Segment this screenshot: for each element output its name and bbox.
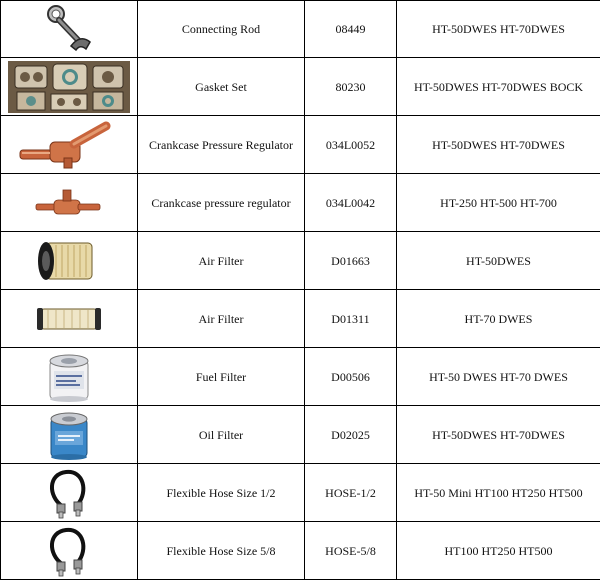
part-image-cell <box>1 1 138 58</box>
part-name: Air Filter <box>138 232 305 290</box>
part-image-cell <box>1 464 138 522</box>
table-row <box>1 116 600 174</box>
part-name: Flexible Hose Size 1/2 <box>138 464 305 522</box>
part-models: HT-70 DWES <box>397 290 600 348</box>
part-models: HT-50DWES <box>397 232 600 290</box>
part-name: Connecting Rod <box>138 1 305 58</box>
part-image-cell <box>1 116 138 174</box>
part-name: Oil Filter <box>138 406 305 464</box>
part-name: Air Filter <box>138 290 305 348</box>
part-code: 034L0052 <box>305 116 397 174</box>
part-models: HT-50DWES HT-70DWES <box>397 406 600 464</box>
oil-filter-icon <box>46 409 92 461</box>
part-name: Flexible Hose Size 5/8 <box>138 522 305 580</box>
table-row <box>1 464 600 522</box>
part-code: D01311 <box>305 290 397 348</box>
pressure-regulator-small-icon <box>34 188 104 218</box>
flexible-hose-icon <box>44 466 94 520</box>
part-code: D01663 <box>305 232 397 290</box>
part-image-cell <box>1 232 138 290</box>
part-code: 80230 <box>305 58 397 116</box>
part-name: Fuel Filter <box>138 348 305 406</box>
part-image-cell <box>1 348 138 406</box>
connecting-rod-icon <box>44 4 94 54</box>
part-models: HT-50DWES HT-70DWES <box>397 1 600 58</box>
part-code: HOSE-5/8 <box>305 522 397 580</box>
part-name: Gasket Set <box>138 58 305 116</box>
pressure-regulator-icon <box>14 120 124 170</box>
flexible-hose-icon <box>44 524 94 578</box>
table-row <box>1 348 600 406</box>
part-code: D02025 <box>305 406 397 464</box>
table-row <box>1 58 600 116</box>
part-code: 034L0042 <box>305 174 397 232</box>
part-code: D00506 <box>305 348 397 406</box>
part-models: HT-50 Mini HT100 HT250 HT500 <box>397 464 600 522</box>
part-models: HT-50 DWES HT-70 DWES <box>397 348 600 406</box>
part-models: HT-50DWES HT-70DWES <box>397 116 600 174</box>
part-models: HT-50DWES HT-70DWES BOCK <box>397 58 600 116</box>
part-image-cell <box>1 406 138 464</box>
part-image-cell <box>1 290 138 348</box>
table-row <box>1 522 600 580</box>
table-row <box>1 290 600 348</box>
gasket-set-icon <box>7 60 131 114</box>
part-code: HOSE-1/2 <box>305 464 397 522</box>
part-models: HT-250 HT-500 HT-700 <box>397 174 600 232</box>
part-image-cell <box>1 522 138 580</box>
table-row <box>1 174 600 232</box>
part-image-cell <box>1 58 138 116</box>
air-filter-long-icon <box>34 304 104 334</box>
air-filter-icon <box>36 237 102 285</box>
table-row <box>1 1 600 58</box>
part-code: 08449 <box>305 1 397 58</box>
fuel-filter-icon <box>44 351 94 403</box>
part-models: HT100 HT250 HT500 <box>397 522 600 580</box>
table-row <box>1 406 600 464</box>
part-name: Crankcase Pressure Regulator <box>138 116 305 174</box>
part-name: Crankcase pressure regulator <box>138 174 305 232</box>
part-image-cell <box>1 174 138 232</box>
table-row <box>1 232 600 290</box>
